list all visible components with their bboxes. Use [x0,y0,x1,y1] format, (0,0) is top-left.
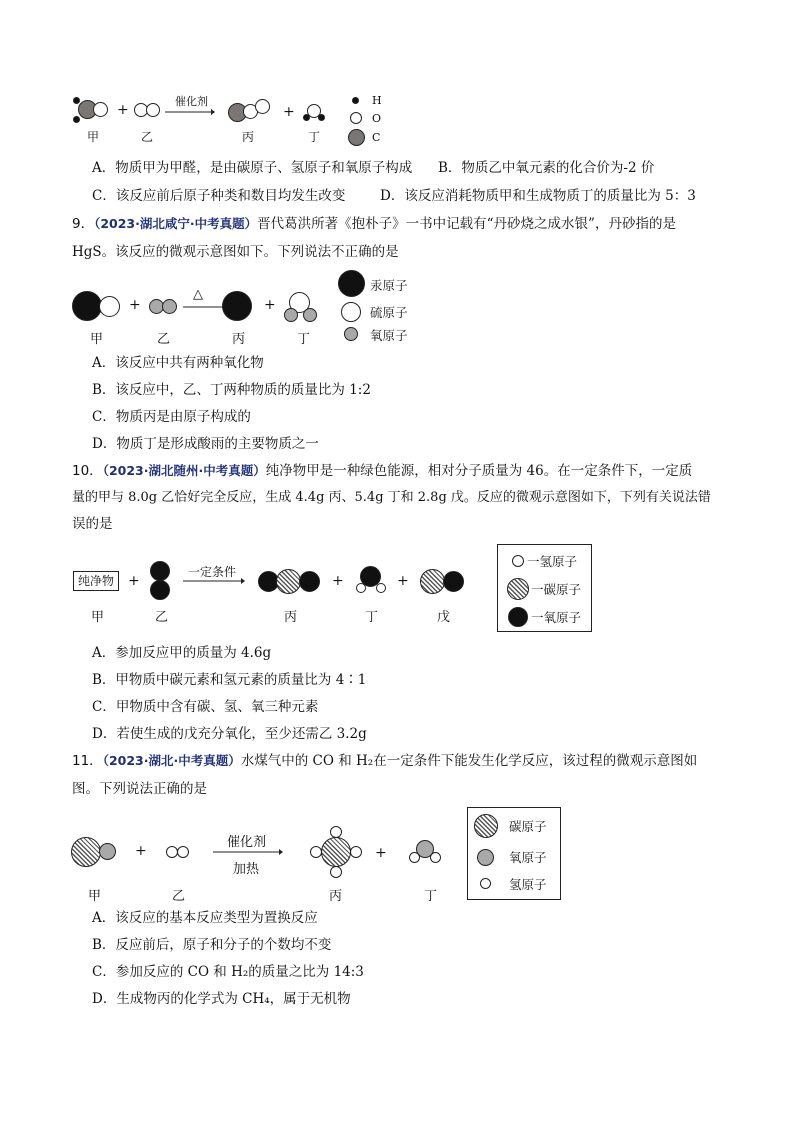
legend-mercury-label: 汞原子 [370,278,408,293]
legend-carbon-atom [507,578,529,600]
oxygen-atom [303,308,317,322]
label-jia: 甲 [88,889,102,904]
hydrogen-atom [376,583,386,593]
legend-mercury-atom [338,270,365,297]
hydrogen-atom [330,866,342,878]
q10-option-d: D．若使生成的戊充分氧化，至少还需乙 3.2g [92,726,367,742]
q10-stem-line3: 误的是 [72,516,113,532]
plus-sign: + [332,573,344,589]
legend-hydrogen-atom [352,97,359,104]
oxygen-atom [150,561,170,581]
q9-stem-text: 晋代葛洪所著《抱朴子》一书中记载有“丹砂烧之成水银”，丹砂指的是 [257,216,676,232]
hydrogen-atom [303,114,310,121]
q9-option-c: C．物质丙是由原子构成的 [92,409,251,425]
hydrogen-atom [73,116,80,123]
q11-stem-text: 水煤气中的 CO 和 H₂在一定条件下能发生化学反应，该过程的微观示意图如 [240,753,698,769]
label-yi: 乙 [172,889,186,904]
hydrogen-atom [409,852,420,863]
legend-h-label: H [372,94,382,107]
legend-oxygen-atom [344,327,358,341]
legend-oxygen-atom [508,607,528,627]
q10-stem-line1 [72,461,692,481]
oxygen-atom [150,580,170,600]
legend-o-label: O [372,112,382,125]
label-yi: 乙 [141,130,154,144]
legend-carbon-atom [348,129,365,146]
q9-stem-line1 [72,214,676,234]
mercury-atom [72,291,102,321]
legend-carbon-atom [474,814,498,838]
q10-option-a: A．参加反应甲的质量为 4.6g [92,645,272,661]
carbon-atom [321,837,351,867]
label-jia: 甲 [87,130,100,144]
sulfur-atom [99,296,120,317]
legend-sulfur-label: 硫原子 [370,305,408,320]
label-wu: 戊 [437,610,451,625]
q8-option-a: A．物质甲为甲醛，是由碳原子、氢原子和氧原子构成 [92,160,413,176]
label-bing: 丙 [232,332,246,347]
carbon-atom [276,569,301,594]
reaction-arrow [183,578,245,586]
q11-source: （2023·湖北·中考真题） [102,753,241,768]
hydrogen-atom [177,846,189,858]
catalyst-label: 催化剂 [175,95,208,108]
legend-carbon-label: 一碳原子 [531,582,582,597]
reaction-arrow [183,304,227,312]
label-bing: 丙 [284,610,298,625]
label-ding: 丁 [424,889,438,904]
legend-oxygen-atom [477,849,494,866]
heat-symbol: △ [193,287,203,302]
oxygen-atom [443,571,464,592]
label-yi: 乙 [157,332,171,347]
q8-option-b: B．物质乙中氧元素的化合价为-2 价 [438,160,655,176]
plus-sign: + [264,297,276,313]
oxygen-atom [99,843,116,860]
legend-oxygen-label: 一氧原子 [531,610,582,625]
plus-sign: + [117,102,129,118]
plus-sign: + [397,573,409,589]
hydrogen-atom [73,97,80,104]
legend-hydrogen-atom [512,555,524,567]
label-jia: 甲 [91,610,105,625]
q10-stem-text: 纯净物甲是一种绿色能源，相对分子质量为 46。在一定条件下，一定质 [265,463,693,479]
q11-option-b: B．反应前后，原子和分子的个数均不变 [92,937,332,953]
label-bing: 丙 [242,130,255,144]
hydrogen-atom [356,583,366,593]
q11-option-a: A．该反应的基本反应类型为置换反应 [92,910,318,926]
q8-option-c: C．该反应前后原子种类和数目均发生改变 [92,188,346,204]
q9-number: 9． [72,216,95,232]
legend-oxygen-atom [350,112,362,124]
reaction-arrow [165,109,215,117]
q10-source: （2023·湖北随州·中考真题） [102,463,266,478]
carbon-atom [420,569,445,594]
hydrogen-atom [318,114,325,121]
label-jia: 甲 [90,332,104,347]
q11-stem-line1 [72,751,697,771]
condition-label: 一定条件 [188,565,237,579]
oxygen-atom [299,571,320,592]
oxygen-atom [146,103,160,117]
q11-stem-line2: 图。下列说法正确的是 [72,781,207,797]
legend-oxygen-label: 氧原子 [370,328,408,343]
q9-stem-line2: HgS。该反应的微观示意图如下。下列说法不正确的是 [72,244,399,260]
pure-substance-box: 纯净物 [73,571,119,591]
q11-option-c: C．参加反应的 CO 和 H₂的质量之比为 14:3 [92,964,364,980]
hydrogen-atom [350,846,362,858]
oxygen-atom [162,299,177,314]
q9-option-a: A．该反应中共有两种氧化物 [92,355,264,371]
q8-option-d: D．该反应消耗物质甲和生成物质丁的质量比为 5：3 [380,188,696,204]
plus-sign: + [283,104,295,120]
q11-option-d: D．生成物丙的化学式为 CH₄，属于无机物 [92,991,351,1007]
q10-option-b: B．甲物质中碳元素和氢元素的质量比为 4∶1 [92,672,367,688]
hydrogen-atom [430,852,441,863]
legend-hydrogen-label: 一氢原子 [527,554,578,569]
legend-c-label: C [372,131,381,144]
oxygen-atom [255,99,270,114]
q9-source: （2023·湖北咸宁·中考真题） [94,216,258,231]
oxygen-atom [284,308,298,322]
legend-hydrogen-label: 氢原子 [509,877,547,892]
reaction-arrow [213,849,283,857]
oxygen-atom [93,102,108,117]
legend-hydrogen-atom [480,878,491,889]
catalyst-label: 催化剂 [227,835,267,850]
carbon-atom [71,837,101,867]
q10-option-c: C．甲物质中含有碳、氢、氧三种元素 [92,699,319,715]
heating-label: 加热 [233,862,260,877]
label-ding: 丁 [365,610,379,625]
q9-option-d: D．物质丁是形成酸雨的主要物质之一 [92,436,319,452]
plus-sign: + [128,573,140,589]
label-ding: 丁 [297,332,311,347]
legend-sulfur-atom [341,302,361,322]
label-ding: 丁 [308,130,321,144]
plus-sign: + [129,297,141,313]
label-bing: 丙 [329,889,343,904]
q11-number: 11． [72,753,103,769]
legend-oxygen-label: 氧原子 [509,850,547,865]
legend-carbon-label: 碳原子 [509,819,547,834]
q10-stem-line2: 量的甲与 8.0g 乙恰好完全反应，生成 4.4g 丙、5.4g 丁和 2.8g 戊。反应的微观示意图如下，下列有关说法错 [72,490,711,505]
plus-sign: + [135,843,147,859]
label-yi: 乙 [155,610,169,625]
q9-option-b: B．该反应中，乙、丁两种物质的质量比为 1:2 [92,382,371,398]
plus-sign: + [375,845,387,861]
mercury-atom [222,291,252,321]
q10-number: 10． [72,463,103,479]
